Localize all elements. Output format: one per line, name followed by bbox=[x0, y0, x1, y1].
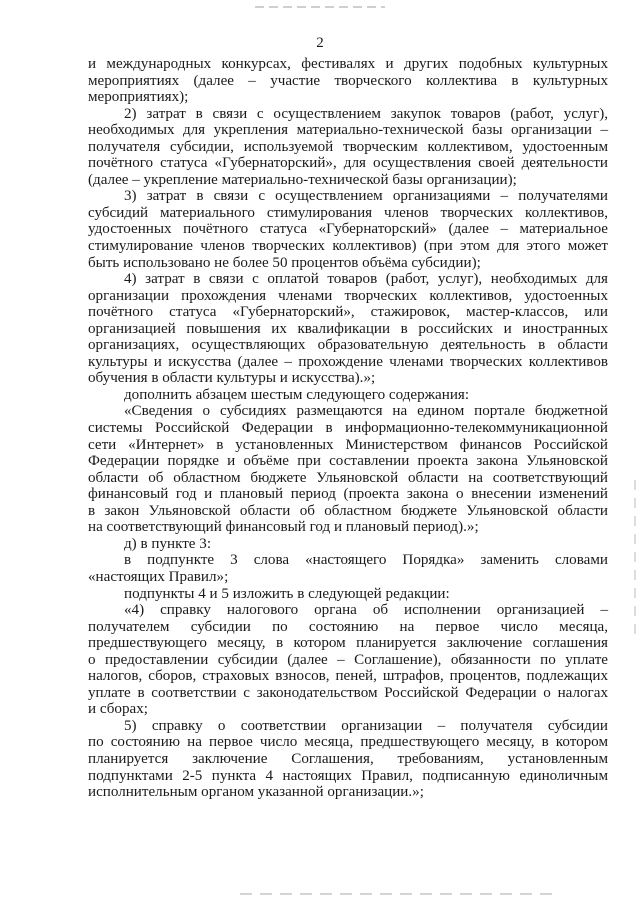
text-line: стимулирование членов творческих коллективов) (при этом для этого может bbox=[88, 238, 608, 255]
text-line: культуры и искусства (далее – прохождение членами творческих коллективов bbox=[88, 353, 608, 370]
text-line: организации прохождения членами творческих коллективов, удостоенных bbox=[88, 287, 608, 304]
text-line: 4) затрат в связи с оплатой товаров (работ, услуг), необходимых для bbox=[124, 271, 608, 288]
text-line: исполнительным органом указанной организации.»; bbox=[88, 784, 424, 801]
text-line: 2) затрат в связи с осуществлением закупок товаров (работ, услуг), bbox=[124, 105, 608, 122]
text-line: Федерации порядке и объёме при составлении проекта закона Ульяновской bbox=[88, 453, 608, 470]
text-line: мероприятиях (далее – участие творческого коллектива в культурных bbox=[88, 72, 608, 89]
text-line: обучения в области культуры и искусства).»; bbox=[88, 370, 376, 387]
text-line: предшествующего месяцу, в котором планируется заключение соглашения bbox=[88, 635, 608, 652]
text-line: налогов, сборов, страховых взносов, пеней, штрафов, процентов, подлежащих bbox=[88, 668, 608, 685]
text-line: субсидий материального стимулирования членов творческих коллективов, bbox=[88, 204, 608, 221]
text-line: получателя субсидии, используемой творческим коллективом, удостоенным bbox=[88, 138, 608, 155]
text-line: почётного статуса «Губернаторский», стажировок, мастер-классов, или bbox=[88, 304, 608, 321]
text-line: почётного статуса «Губернаторский», для осуществления своей деятельности bbox=[88, 155, 608, 172]
text-line: 5) справку о соответствии организации – получателя субсидии bbox=[124, 717, 608, 734]
text-line: уплате в соответствии с законодательством Российской Федерации о налогах bbox=[88, 684, 608, 701]
text-line: организацией повышения их квалификации в российских и иностранных bbox=[88, 320, 608, 337]
text-line: системы Российской Федерации в информационно-телекоммуникационной bbox=[88, 420, 608, 437]
document-body bbox=[88, 56, 608, 801]
text-line: получателем субсидии по состоянию на первое число месяца, bbox=[88, 618, 608, 635]
text-line: организациях, осуществляющих образовательную деятельность в области bbox=[88, 337, 608, 354]
text-line: о предоставлении субсидии (далее – Соглашение), обязанности по уплате bbox=[88, 651, 608, 668]
text-line: сети «Интернет» в установленных Министерством финансов Российской bbox=[88, 436, 608, 453]
text-line: финансовый год и плановый период (проекта закона о внесении изменений bbox=[88, 486, 608, 503]
page-number: 2 bbox=[316, 35, 324, 51]
text-line: по состоянию на первое число месяца, предшествующего месяцу, в котором bbox=[88, 734, 608, 751]
text-line: (далее – укрепление материально-технической базы организации); bbox=[88, 171, 517, 188]
text-line: подпункты 4 и 5 изложить в следующей редакции: bbox=[124, 585, 450, 602]
text-line: «4) справку налогового органа об исполнении организацией – bbox=[124, 602, 608, 619]
text-line: быть использовано не более 50 процентов объёма субсидии); bbox=[88, 254, 481, 271]
text-line: и сборах; bbox=[88, 701, 148, 718]
scan-artifact-bottom bbox=[240, 893, 560, 895]
text-line: области об областном бюджете Ульяновской области на соответствующий bbox=[88, 469, 608, 486]
text-line: д) в пункте 3: bbox=[124, 535, 212, 552]
text-line: в подпункте 3 слова «настоящего Порядка» заменить словами bbox=[124, 552, 608, 569]
text-line: «Сведения о субсидиях размещаются на едином портале бюджетной bbox=[124, 403, 608, 420]
scan-artifact-top bbox=[255, 6, 385, 8]
text-line: и международных конкурсах, фестивалях и других подобных культурных bbox=[88, 56, 608, 72]
text-line: дополнить абзацем шестым следующего содержания: bbox=[124, 386, 470, 403]
scan-artifact-edge bbox=[634, 480, 636, 640]
text-line: на соответствующий финансовый год и плановый период).»; bbox=[88, 519, 479, 536]
text-line: необходимых для укрепления материально-технической базы организации – bbox=[88, 122, 608, 139]
text-line: удостоенных почётного статуса «Губернаторский» (далее – материальное bbox=[88, 221, 608, 238]
text-line: мероприятиях); bbox=[88, 89, 189, 106]
text-line: подпунктами 2-5 пункта 4 настоящих Правил, подписанную единоличным bbox=[88, 767, 608, 784]
text-line: планируется заключение Соглашения, требованиям, установленным bbox=[88, 750, 608, 767]
text-line: 3) затрат в связи с осуществлением организациями – получателями bbox=[124, 188, 608, 205]
text-line: «настоящих Правил»; bbox=[88, 568, 229, 585]
text-line: в закон Ульяновской области об областном бюджете Ульяновской области bbox=[88, 502, 608, 519]
